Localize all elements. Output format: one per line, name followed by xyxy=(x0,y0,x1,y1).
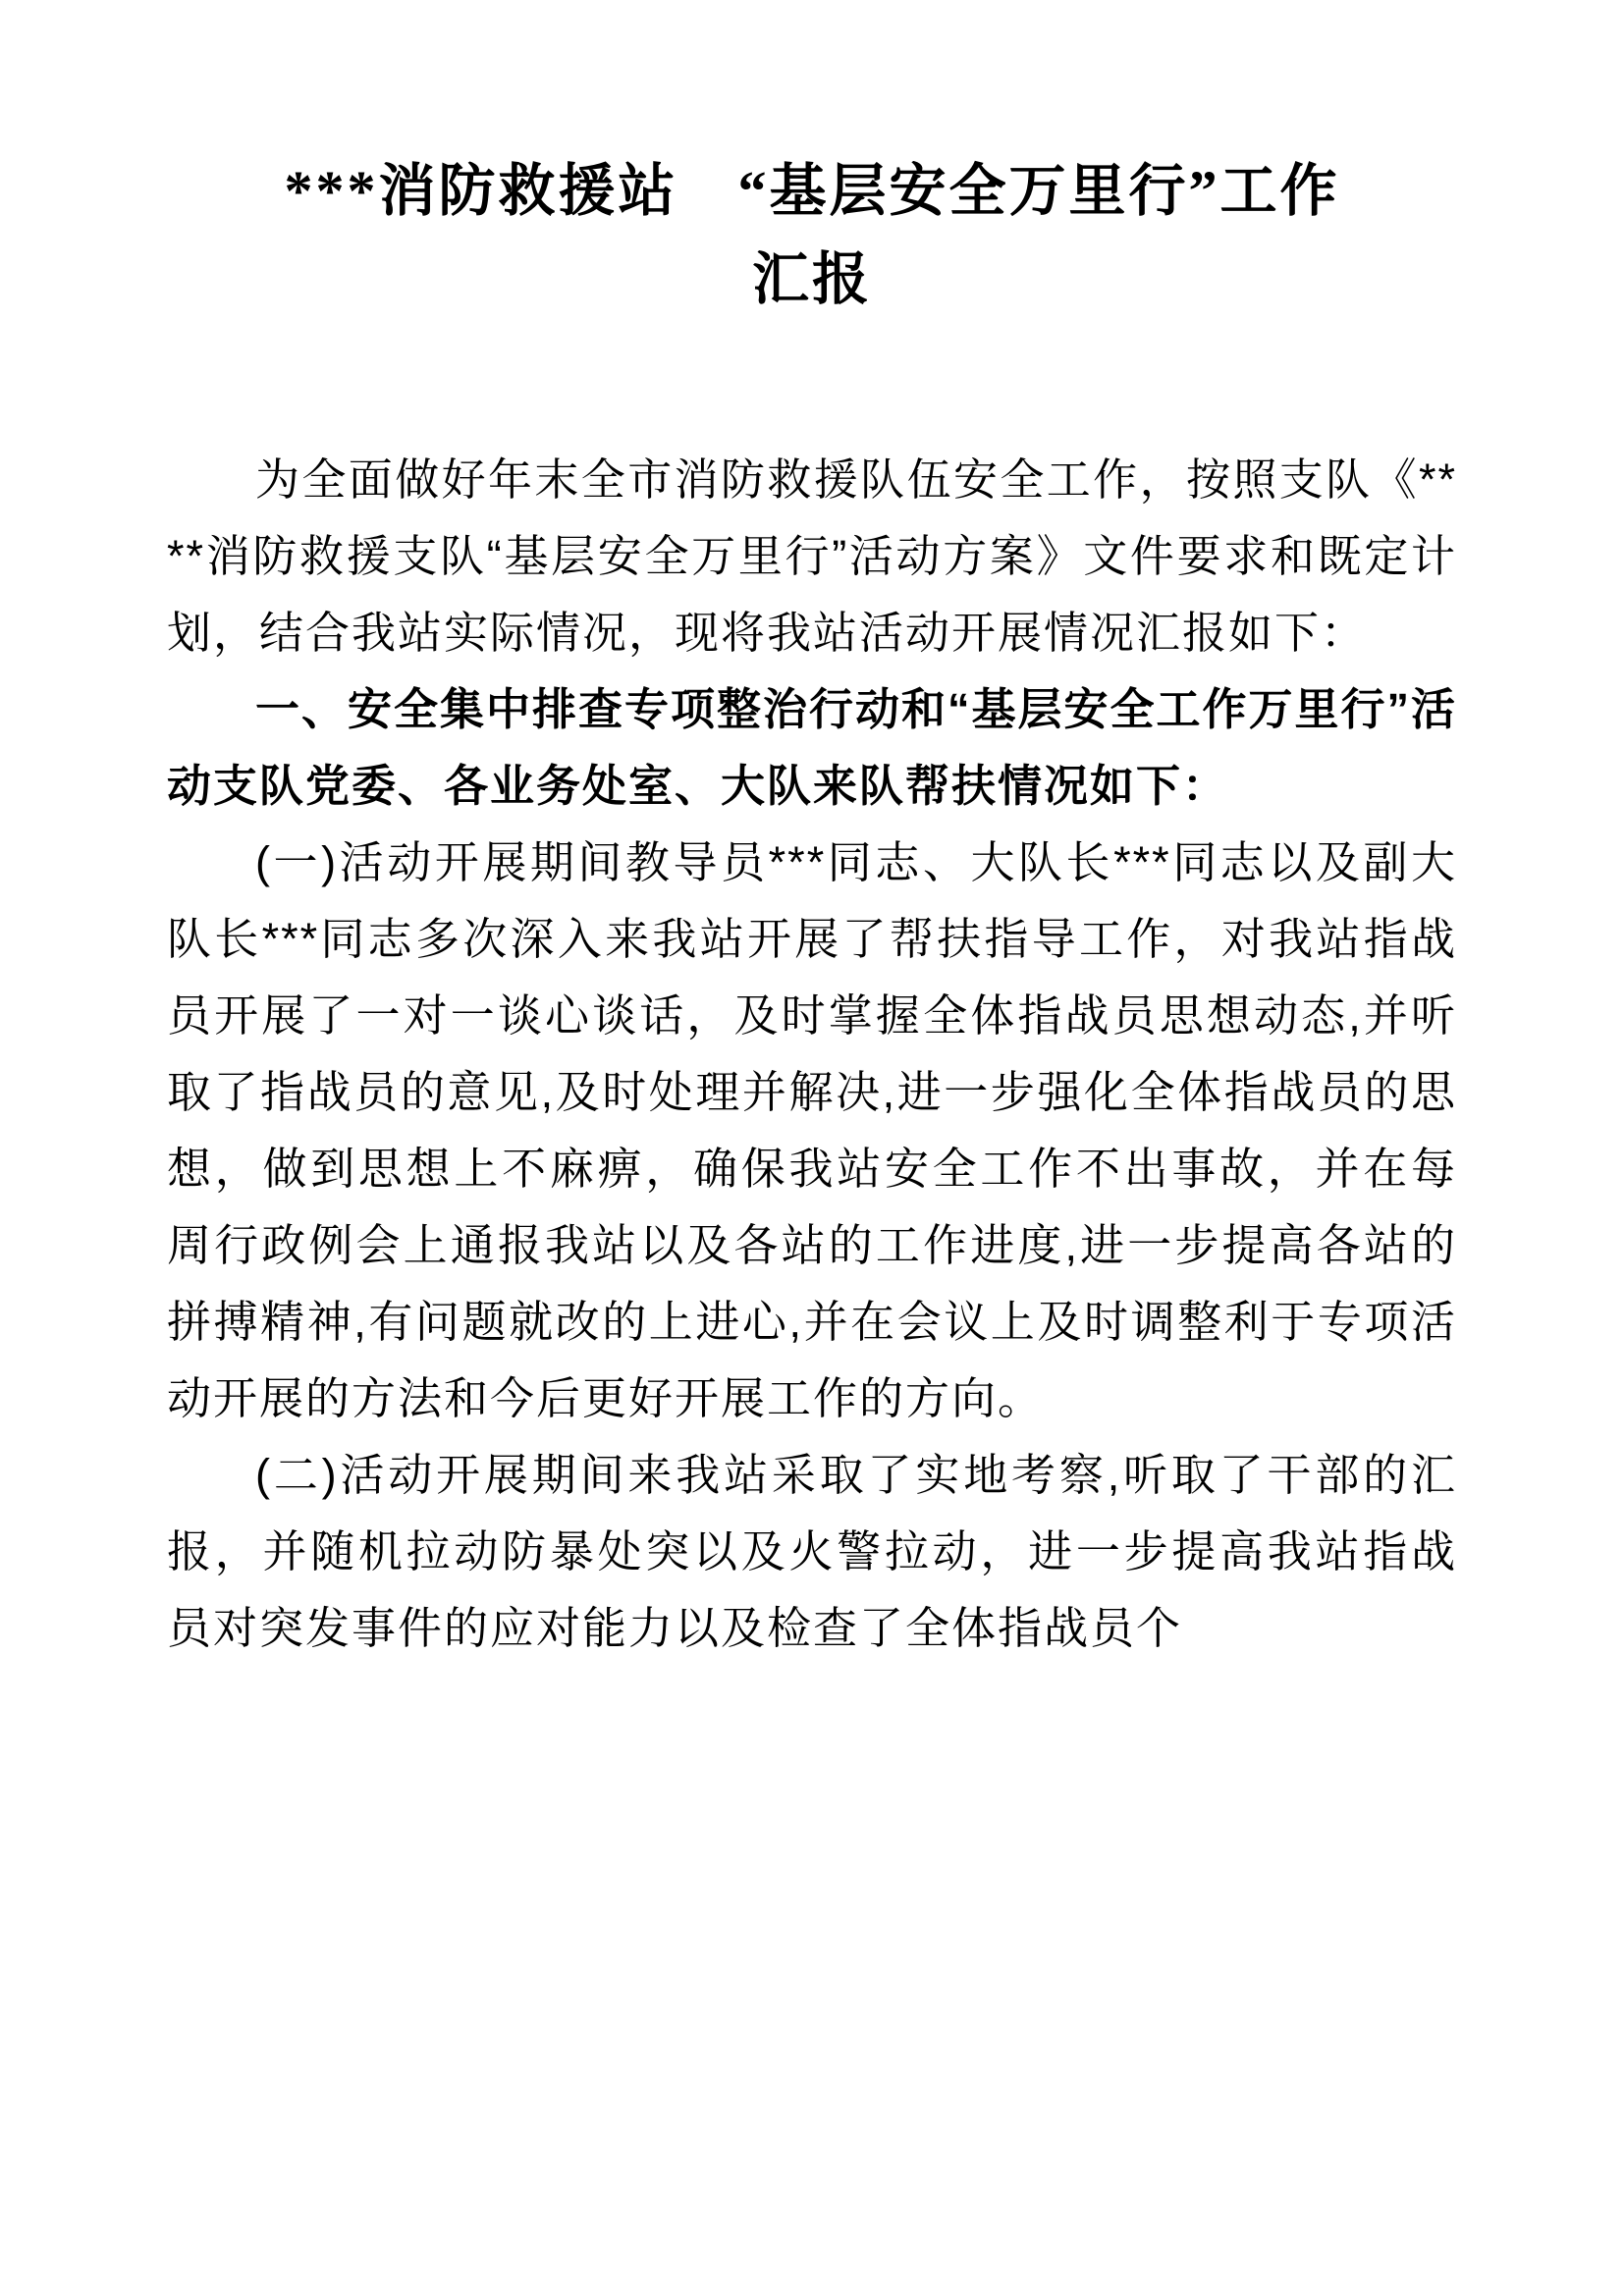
section-one-heading: 一、安全集中排查专项整治行动和“基层安全工作万里行”活动支队党委、各业务处室、大队来队帮扶情况如下： xyxy=(167,683,1458,811)
document-body xyxy=(167,442,1457,1667)
section-one-item-1-paragraph: (一)活动开展期间教导员***同志、大队长***同志以及副大队长***同志多次深入来我站开展了帮扶指导工作，对我站指战员开展了一对一谈心谈话，及时掌握全体指战员思想动态,并听取了指战员的意见,及时处理并解决,进一步强化全体指战员的思想，做到思想上不麻痹，确保我站安全工作不出事故，并在每周行政例会上通报我站以及各站的工作进度,进一步提高各站的拼搏精神,有问题就改的上进心,并在会议上及时调整利于专项活动开展的方法和今后更好开展工作的方向。 xyxy=(167,836,1457,1423)
document-title xyxy=(167,147,1457,324)
section-one-item-2-paragraph: (二)活动开展期间来我站采取了实地考察,听取了干部的汇报，并随机拉动防暴处突以及火警拉动，进一步提高我站指战员对突发事件的应对能力以及检查了全体指战员个 xyxy=(167,1449,1457,1653)
intro-paragraph: 为全面做好年末全市消防救援队伍安全工作，按照支队《****消防救援支队“基层安全万里行”活动方案》文件要求和既定计划，结合我站实际情况，现将我站活动开展情况汇报如下： xyxy=(167,454,1457,658)
document-title-line-2: 汇报 xyxy=(751,246,872,311)
document-title-line-1: ***消防救援站 “基层安全万里行”工作 xyxy=(284,159,1340,223)
